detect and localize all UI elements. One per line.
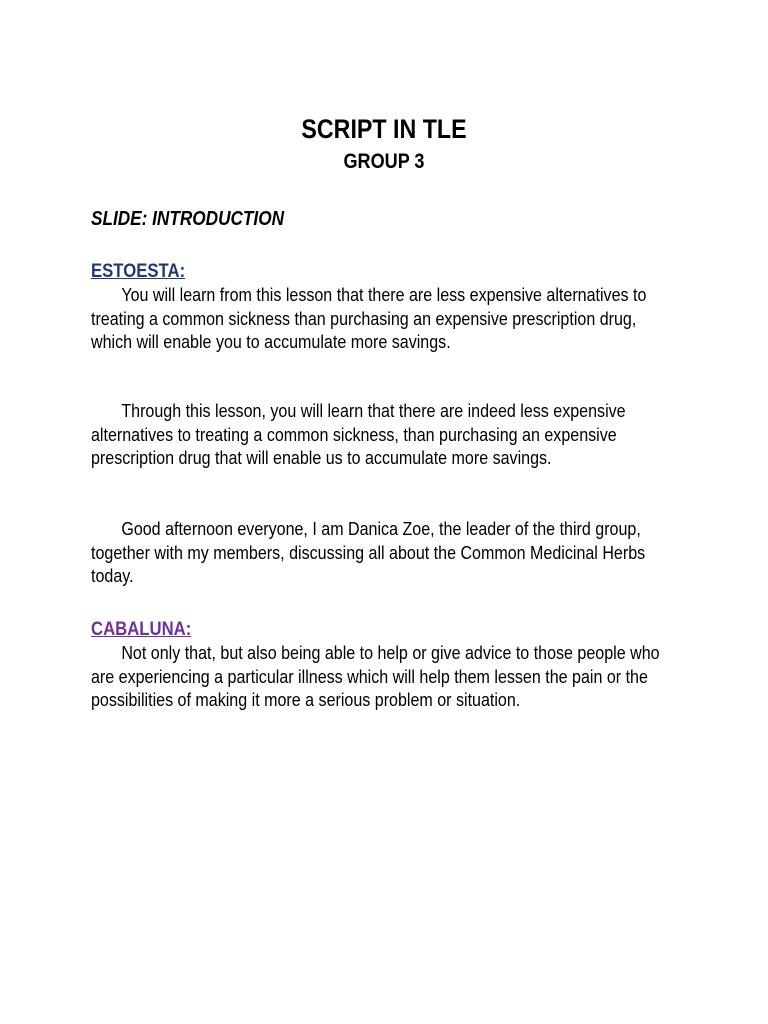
paragraph-estoesta-1: You will learn from this lesson that there are less expensive alternatives to treating a common sickness than purchasing an expensive prescription drug, which will enable you to accumulate more savings.	[91, 285, 647, 352]
document-title: SCRIPT IN TLE	[301, 114, 467, 144]
slide-heading: SLIDE: INTRODUCTION	[91, 208, 285, 230]
paragraph-cabaluna-1: Not only that, but also being able to help or give advice to those people who are experiencing a particular illness which will help them lessen the pain or the possibilities of making it more a serious problem or situation.	[91, 643, 660, 710]
document-subtitle: GROUP 3	[343, 150, 425, 173]
paragraph-estoesta-3: Good afternoon everyone, I am Danica Zoe, the leader of the third group, together with my members, discussing all about the Common Medicinal Herbs today.	[91, 519, 646, 586]
speaker-estoesta: ESTOESTA:	[91, 261, 186, 282]
paragraph-estoesta-2: Through this lesson, you will learn that there are indeed less expensive alternatives to treating a common sickness, than purchasing an expensive prescription drug that will enable us to accumulate more savings.	[91, 401, 626, 468]
speaker-cabaluna: CABALUNA:	[91, 619, 192, 640]
